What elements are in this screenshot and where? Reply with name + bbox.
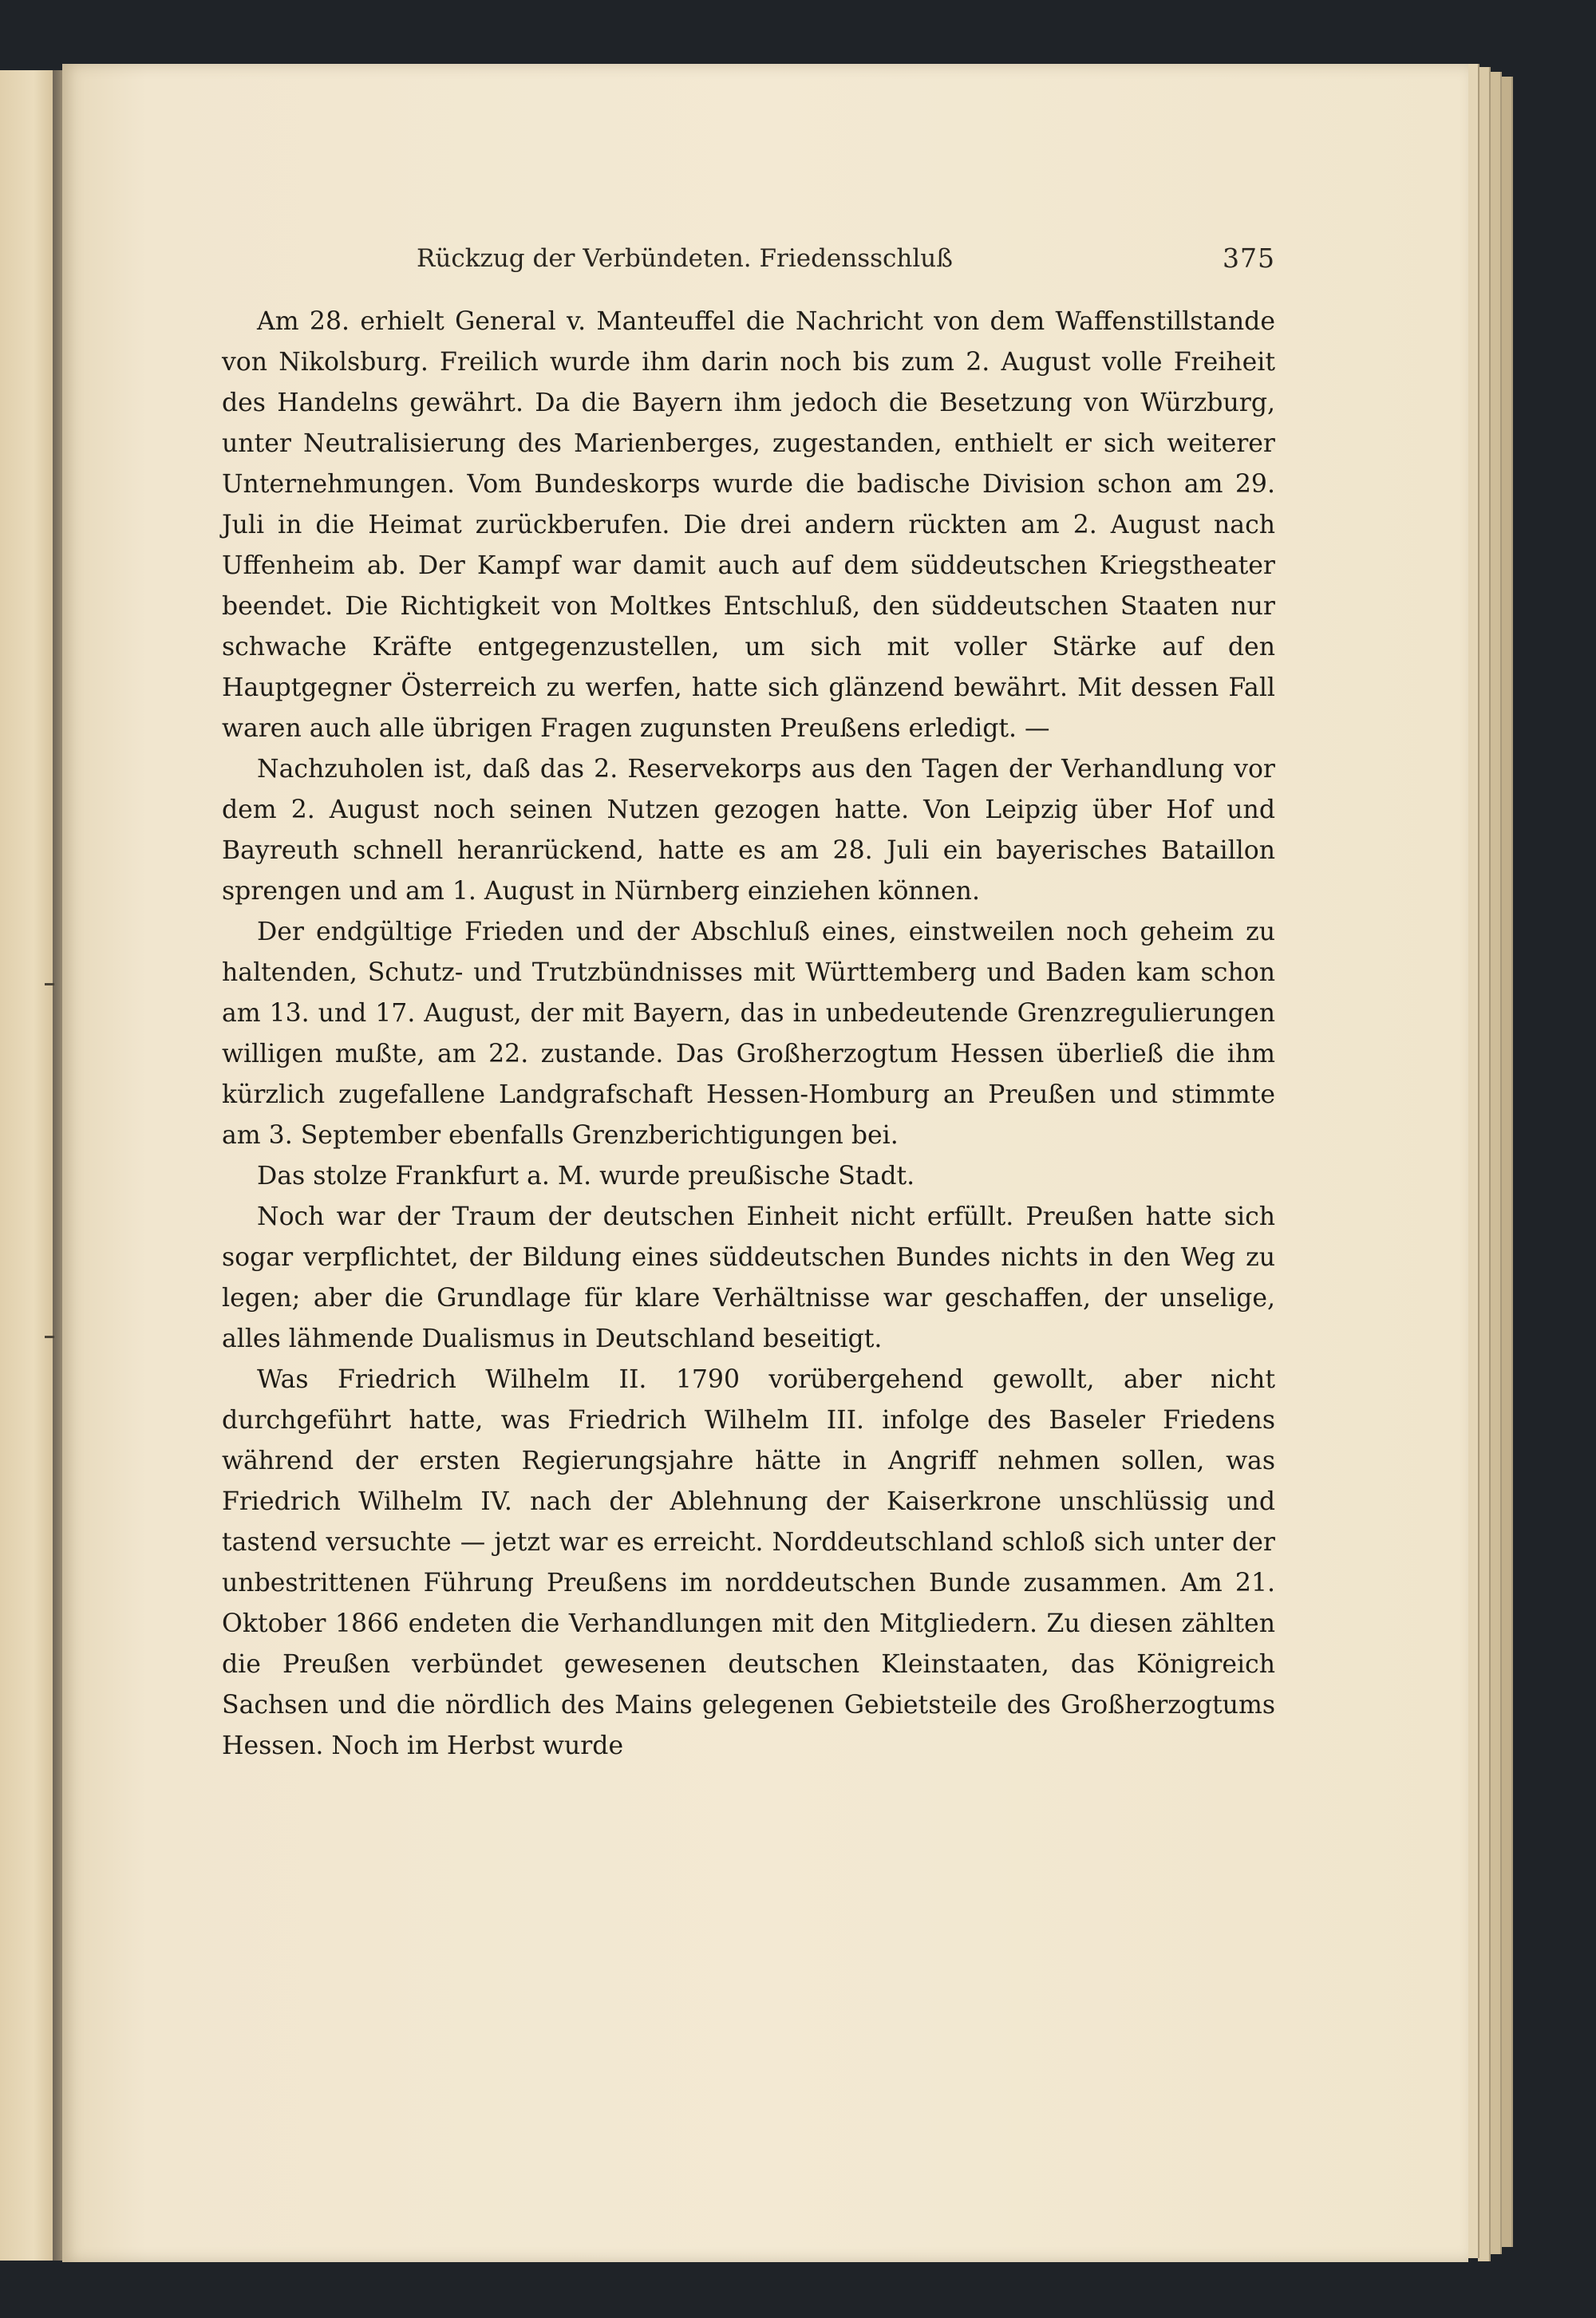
paragraph: Was Friedrich Wilhelm II. 1790 vorübergehend gewollt, aber nicht durchgeführt hatte, was Friedrich Wilhelm III. infolge des Baseler Friedens während der ersten Regierungsjahre hätte in Angriff nehmen sollen, was Friedrich Wilhelm IV. nach der Ablehnung der Kaiserkrone unschlüssig und tastend versuchte — jetzt war es erreicht. Norddeutschland schloß sich unter der unbestrittenen Führung Preußens im norddeutschen Bunde zusammen. Am 21. Oktober 1866 endeten die Verhandlungen mit den Mitgliedern. Zu diesen zählten die Preußen verbündet gewesenen deutschen Kleinstaaten, das Königreich Sachsen und die nördlich des Mains gelegenen Gebietsteile des Großherzogtums Hessen. Noch im Herbst wurde — [222, 1365, 1275, 1760]
paragraph: Das stolze Frankfurt a. M. wurde preußische Stadt. — [257, 1162, 915, 1191]
margin-mark — [45, 983, 54, 985]
paragraph: Der endgültige Frieden und der Abschluß eines, einstweilen noch geheim zu haltenden, Schutz- und Trutzbündnisses mit Württemberg und Baden kam schon am 13. und 17. August, der mit Bayern, das in unbedeutende Grenzregulierungen willigen mußte, am 22. zustande. Das Großherzogtum Hessen überließ die ihm kürzlich zugefallene Landgrafschaft Hessen-Homburg an Preußen und stimmte am 3. September ebenfalls Grenzberichtigungen bei. — [222, 918, 1275, 1150]
page-edge — [1467, 64, 1479, 2258]
running-head-title: Rückzug der Verbündeten. Friedensschluß — [417, 244, 953, 273]
book-page — [62, 64, 1468, 2262]
page-number: 375 — [1223, 243, 1275, 274]
facing-page-edge — [0, 70, 56, 2261]
body-text — [222, 302, 1275, 1767]
paragraph: Nachzuholen ist, daß das 2. Reservekorps aus den Tagen der Verhandlung vor dem 2. August noch seinen Nutzen gezogen hatte. Von Leipzig über Hof und Bayreuth schnell heranrückend, hatte es am 28. Juli ein bayerisches Bataillon sprengen und am 1. August in Nürnberg einziehen können. — [222, 755, 1275, 906]
paragraph: Am 28. erhielt General v. Manteuffel die Nachricht von dem Waffenstillstande von Nikolsburg. Freilich wurde ihm darin noch bis zum 2. August volle Freiheit des Handelns gewährt. Da die Bayern ihm jedoch die Besetzung von Würzburg, unter Neutralisierung des Marienberges, zugestanden, enthielt er sich weiterer Unternehmungen. Vom Bundeskorps wurde die badische Division schon am 29. Juli in die Heimat zurückberufen. Die drei andern rückten am 2. August nach Uffenheim ab. Der Kampf war damit auch auf dem süddeutschen Kriegstheater beendet. Die Richtigkeit von Moltkes Entschluß, den süddeutschen Staaten nur schwache Kräfte entgegenzustellen, um sich mit voller Stärke auf den Hauptgegner Österreich zu werfen, hatte sich glänzend bewährt. Mit dessen Fall waren auch alle übrigen Fragen zugunsten Preußens erledigt. — — [222, 307, 1275, 743]
page-edge — [1500, 77, 1513, 2247]
paragraph: Noch war der Traum der deutschen Einheit nicht erfüllt. Preußen hatte sich sogar verpflichtet, der Bildung eines süddeutschen Bundes nichts in den Weg zu legen; aber die Grundlage für klare Verhältnisse war geschaffen, der unselige, alles lähmende Dualismus in Deutschland beseitigt. — [222, 1202, 1275, 1353]
margin-mark — [45, 1336, 54, 1338]
running-head — [222, 239, 1275, 279]
page-edge — [1489, 72, 1502, 2254]
page-edge — [1478, 67, 1491, 2261]
